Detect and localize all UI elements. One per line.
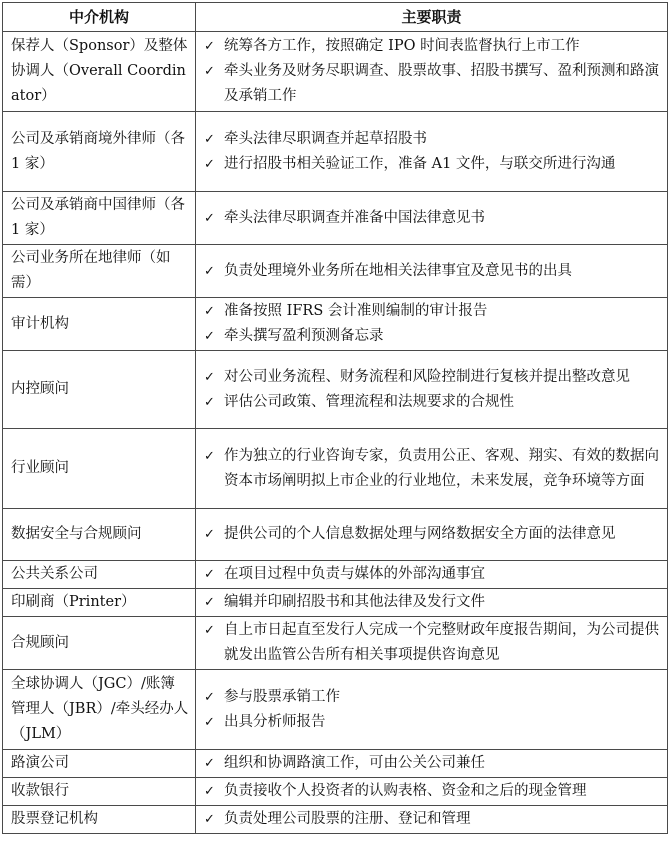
duty-list xyxy=(204,807,661,832)
duty-item xyxy=(204,751,661,776)
check-icon: ✓ xyxy=(204,39,215,54)
duties-cell xyxy=(196,778,668,806)
check-icon: ✓ xyxy=(204,714,215,730)
check-icon: ✓ xyxy=(204,812,215,827)
intermediary-name: 公司业务所在地律师（如需） xyxy=(3,245,196,298)
duties-cell xyxy=(196,32,668,112)
duty-item xyxy=(204,34,661,59)
duty-list xyxy=(204,259,661,284)
duty-text: 组织和协调路演工作，可由公关公司兼任 xyxy=(224,755,485,771)
check-icon: ✓ xyxy=(204,304,215,319)
duties-cell xyxy=(196,298,668,351)
duty-list xyxy=(204,299,661,349)
duties-cell xyxy=(196,192,668,245)
duty-list xyxy=(204,444,661,494)
table-row xyxy=(3,778,668,806)
duty-item xyxy=(204,618,661,668)
duty-list xyxy=(204,34,661,109)
duty-item xyxy=(204,259,661,284)
duties-cell xyxy=(196,351,668,429)
intermediary-name: 保荐人（Sponsor）及整体协调人（Overall Coordinator） xyxy=(3,32,196,112)
duty-item xyxy=(204,807,661,832)
table-row xyxy=(3,750,668,778)
table-row xyxy=(3,806,668,834)
duty-item xyxy=(204,685,661,710)
duty-item xyxy=(204,324,661,349)
duty-text: 编辑并印刷招股书和其他法律及发行文件 xyxy=(224,594,485,610)
duty-list xyxy=(204,522,661,547)
table-header-row xyxy=(3,3,668,32)
duty-item xyxy=(204,522,661,547)
check-icon: ✓ xyxy=(204,329,215,344)
check-icon: ✓ xyxy=(204,394,215,410)
duty-item xyxy=(204,206,661,231)
table-row xyxy=(3,429,668,509)
duty-list xyxy=(204,618,661,668)
check-icon: ✓ xyxy=(204,689,215,705)
header-intermediary: 中介机构 xyxy=(3,3,196,32)
duties-cell xyxy=(196,589,668,617)
intermediaries-table xyxy=(2,2,668,834)
intermediary-name: 合规顾问 xyxy=(3,617,196,670)
table-row xyxy=(3,32,668,112)
table-row xyxy=(3,617,668,670)
intermediary-name: 公司及承销商中国律师（各 1 家） xyxy=(3,192,196,245)
duty-text: 负责接收个人投资者的认购表格、资金和之后的现金管理 xyxy=(224,783,587,799)
duty-text: 进行招股书相关验证工作，准备 A1 文件，与联交所进行沟通 xyxy=(224,155,616,172)
duty-text: 牵头法律尽职调查并起草招股书 xyxy=(224,130,427,147)
check-icon: ✓ xyxy=(204,567,215,582)
duty-text: 自上市日起直至发行人完成一个完整财政年度报告期间，为公司提供就发出监管公告所有相关事项提供咨询意见 xyxy=(224,622,659,663)
table-row xyxy=(3,509,668,561)
duties-cell xyxy=(196,806,668,834)
table-row xyxy=(3,351,668,429)
check-icon: ✓ xyxy=(204,623,215,638)
duty-item xyxy=(204,710,661,735)
duty-text: 提供公司的个人信息数据处理与网络数据安全方面的法律意见 xyxy=(224,526,616,542)
duties-cell xyxy=(196,750,668,778)
duty-text: 牵头法律尽职调查并准备中国法律意见书 xyxy=(224,209,485,226)
duty-list xyxy=(204,751,661,776)
duty-item xyxy=(204,299,661,324)
check-icon: ✓ xyxy=(204,756,215,771)
intermediary-name: 审计机构 xyxy=(3,298,196,351)
check-icon: ✓ xyxy=(204,784,215,799)
duties-cell xyxy=(196,670,668,750)
duty-text: 统筹各方工作，按照确定 IPO 时间表监督执行上市工作 xyxy=(224,38,580,54)
check-icon: ✓ xyxy=(204,527,215,542)
check-icon: ✓ xyxy=(204,263,215,279)
table-row xyxy=(3,298,668,351)
header-main-duties: 主要职责 xyxy=(196,3,668,32)
duties-cell xyxy=(196,245,668,298)
intermediary-name: 数据安全与合规顾问 xyxy=(3,509,196,561)
duty-text: 牵头业务及财务尽职调查、股票故事、招股书撰写、盈利预测和路演及承销工作 xyxy=(224,63,659,104)
duty-list xyxy=(204,685,661,735)
intermediary-name: 股票登记机构 xyxy=(3,806,196,834)
duty-list xyxy=(204,590,661,615)
duty-item xyxy=(204,127,661,152)
duty-list xyxy=(204,365,661,415)
duty-text: 参与股票承销工作 xyxy=(224,688,340,705)
duty-list xyxy=(204,127,661,177)
table-row xyxy=(3,670,668,750)
duty-text: 负责处理境外业务所在地相关法律事宜及意见书的出具 xyxy=(224,262,572,279)
check-icon: ✓ xyxy=(204,448,215,464)
duty-list xyxy=(204,562,661,587)
intermediary-name: 公司及承销商境外律师（各 1 家） xyxy=(3,112,196,192)
intermediary-name: 行业顾问 xyxy=(3,429,196,509)
table-row xyxy=(3,112,668,192)
duty-list xyxy=(204,779,661,804)
table-row xyxy=(3,561,668,589)
duties-cell xyxy=(196,429,668,509)
table-row xyxy=(3,589,668,617)
check-icon: ✓ xyxy=(204,369,215,385)
duty-text: 牵头撰写盈利预测备忘录 xyxy=(224,328,384,344)
duty-text: 评估公司政策、管理流程和法规要求的合规性 xyxy=(224,393,514,410)
table-body xyxy=(3,32,668,834)
duty-item xyxy=(204,59,661,109)
duty-text: 作为独立的行业咨询专家，负责用公正、客观、翔实、有效的数据向资本市场阐明拟上市企业的行业地位，未来发展，竞争环境等方面 xyxy=(224,447,659,489)
check-icon: ✓ xyxy=(204,131,215,147)
intermediary-name: 全球协调人（JGC）/账簿管理人（JBR）/牵头经办人（JLM） xyxy=(3,670,196,750)
check-icon: ✓ xyxy=(204,156,215,172)
duty-text: 负责处理公司股票的注册、登记和管理 xyxy=(224,811,471,827)
duty-item xyxy=(204,779,661,804)
check-icon: ✓ xyxy=(204,210,215,226)
duty-item xyxy=(204,152,661,177)
duty-item xyxy=(204,590,661,615)
check-icon: ✓ xyxy=(204,595,215,610)
duties-cell xyxy=(196,617,668,670)
intermediary-name: 路演公司 xyxy=(3,750,196,778)
duty-item xyxy=(204,444,661,494)
intermediary-name: 内控顾问 xyxy=(3,351,196,429)
duties-cell xyxy=(196,561,668,589)
intermediary-name: 公共关系公司 xyxy=(3,561,196,589)
duty-list xyxy=(204,206,661,231)
duty-item xyxy=(204,390,661,415)
table-row xyxy=(3,245,668,298)
duty-text: 对公司业务流程、财务流程和风险控制进行复核并提出整改意见 xyxy=(224,368,630,385)
duty-text: 出具分析师报告 xyxy=(224,713,326,730)
duty-item xyxy=(204,365,661,390)
duties-cell xyxy=(196,509,668,561)
duty-text: 在项目过程中负责与媒体的外部沟通事宜 xyxy=(224,566,485,582)
table-row xyxy=(3,192,668,245)
check-icon: ✓ xyxy=(204,64,215,79)
duty-text: 准备按照 IFRS 会计准则编制的审计报告 xyxy=(224,303,488,319)
duties-cell xyxy=(196,112,668,192)
intermediary-name: 印刷商（Printer） xyxy=(3,589,196,617)
intermediary-name: 收款银行 xyxy=(3,778,196,806)
duty-item xyxy=(204,562,661,587)
